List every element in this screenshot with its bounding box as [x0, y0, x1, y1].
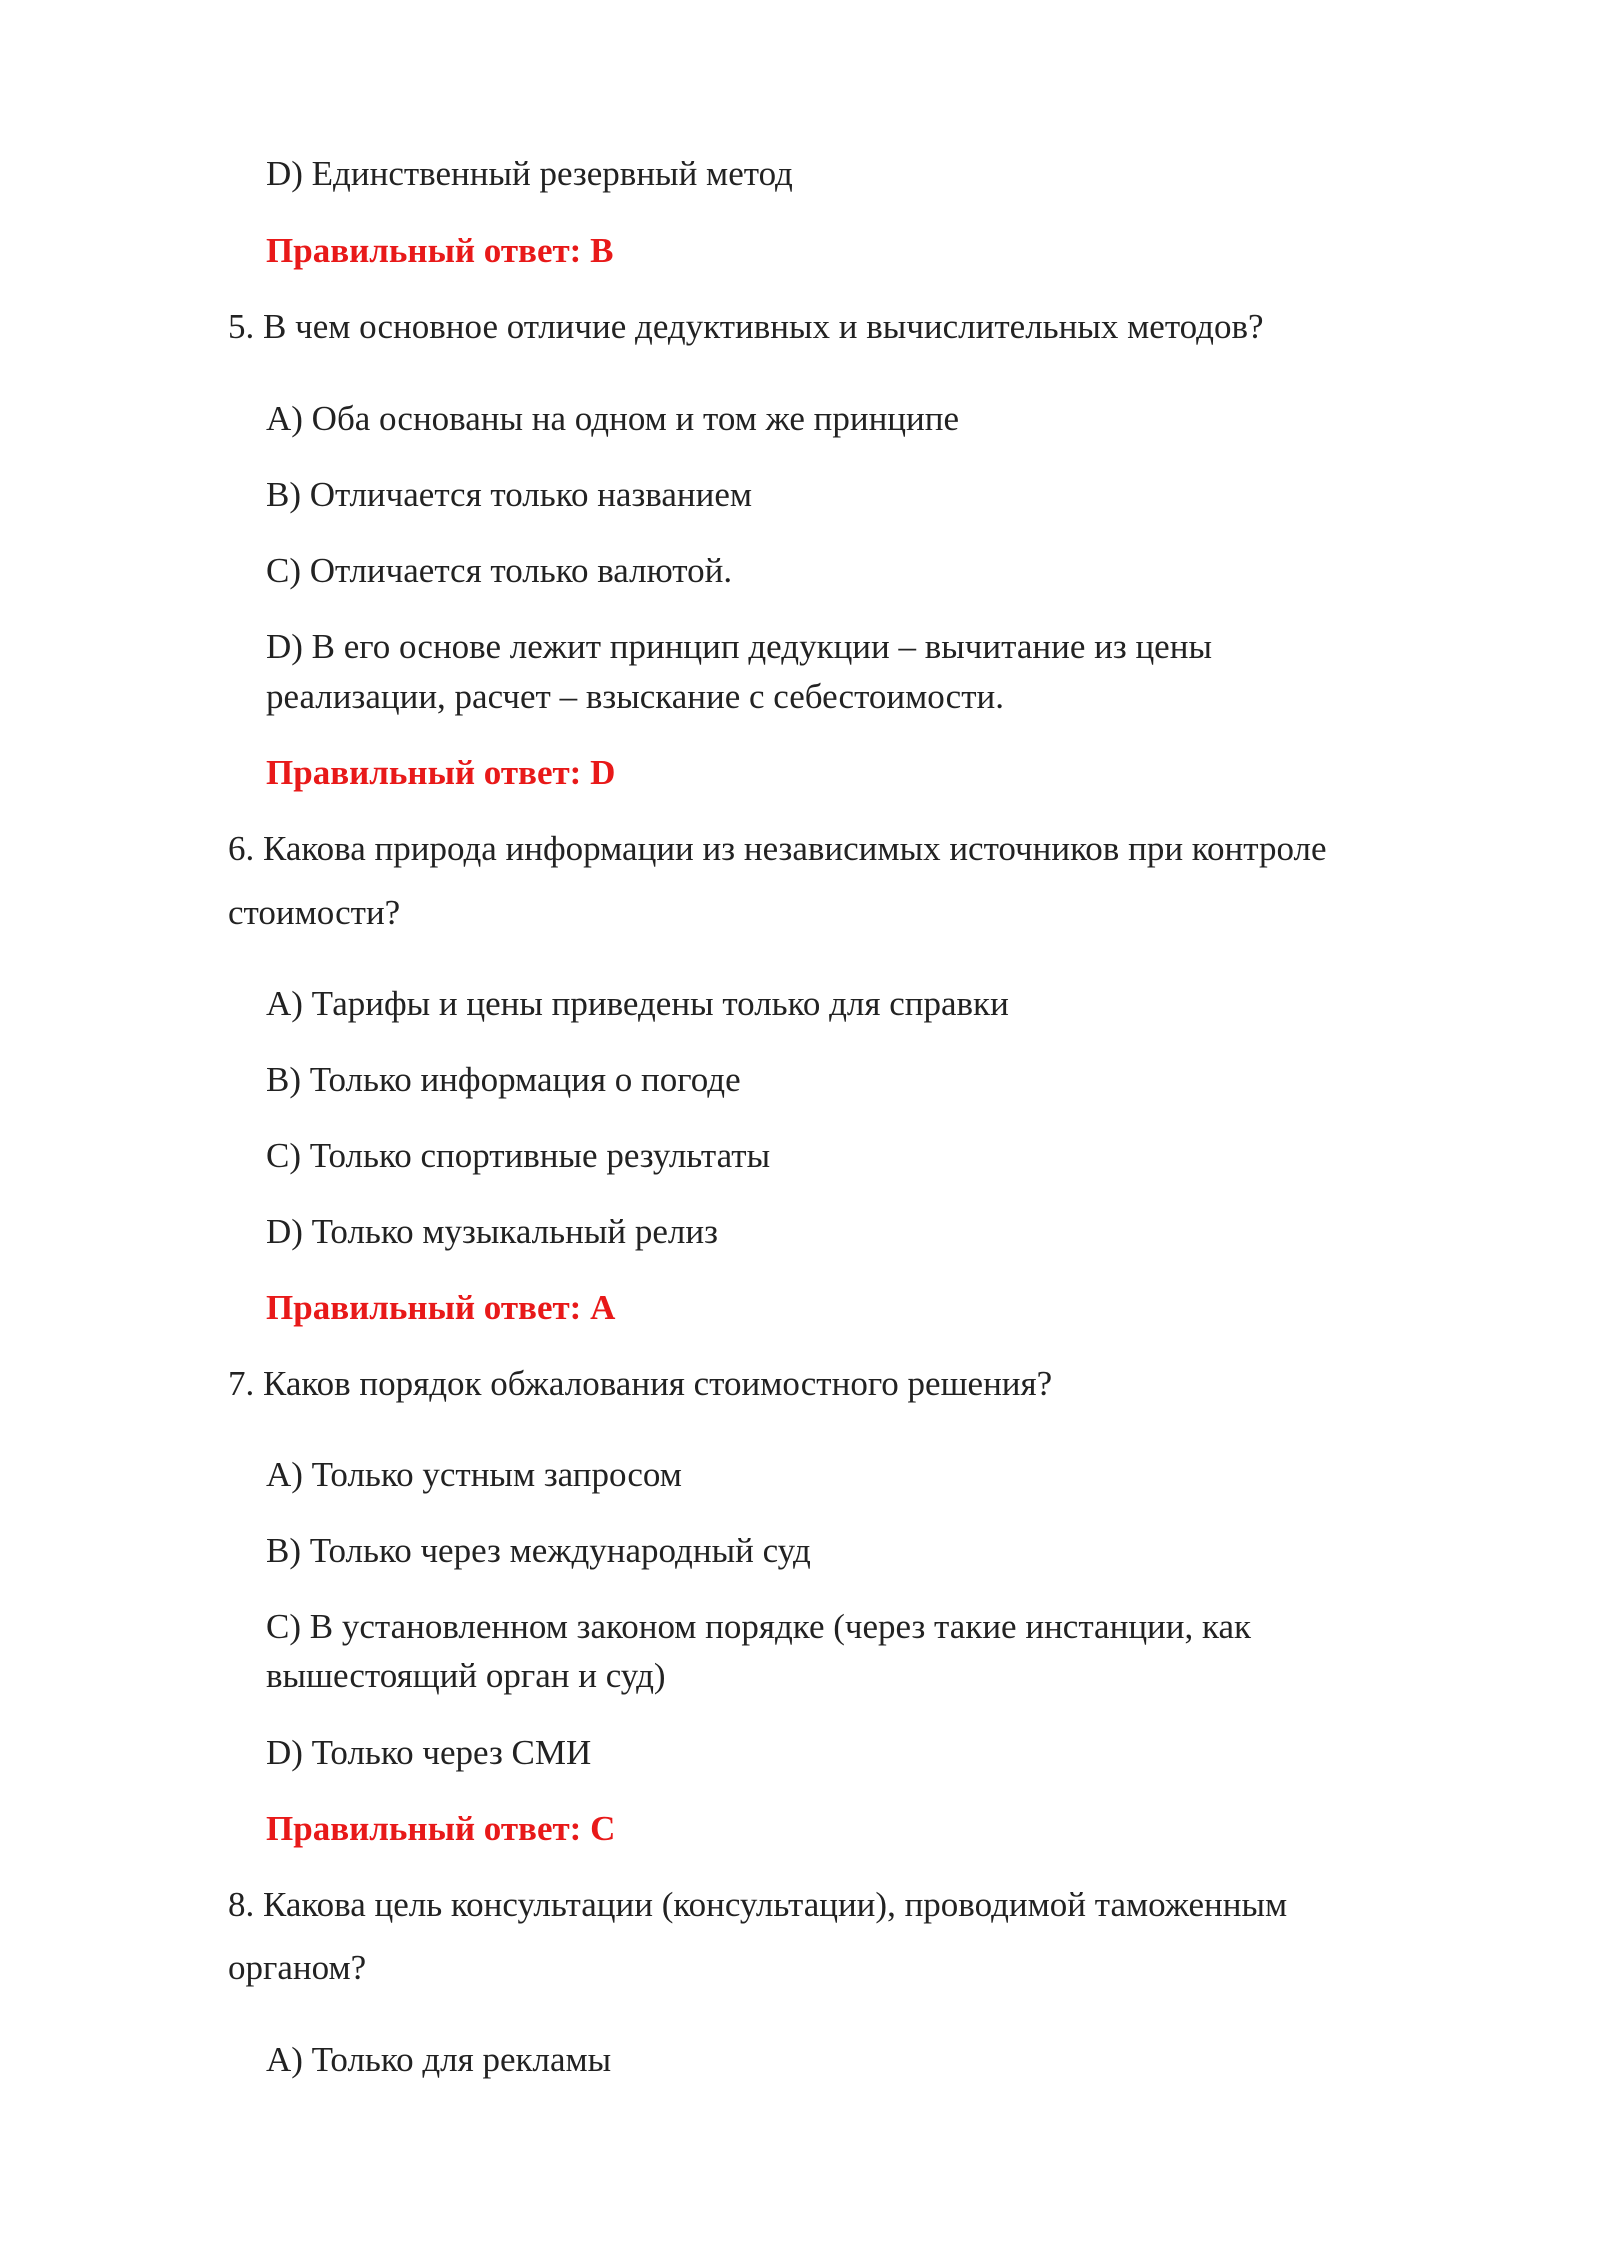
- question-5-option-a: A) Оба основаны на одном и том же принципе: [266, 399, 960, 438]
- question-6-option-b: B) Только информация о погоде: [266, 1060, 741, 1099]
- question-7-line-1: 7. Каков порядок обжалования стоимостного решения?: [228, 1364, 1053, 1403]
- question-5-correct-answer: Правильный ответ: D: [266, 753, 616, 792]
- question-5-option-d-line-2: реализации, расчет – взыскание с себестоимости.: [266, 677, 1004, 716]
- question-6-correct-answer: Правильный ответ: A: [266, 1288, 616, 1327]
- question-5-option-d-line-1: D) В его основе лежит принцип дедукции – вычитание из цены: [266, 627, 1212, 666]
- question-8-line-1: 8. Какова цель консультации (консультации), проводимой таможенным: [228, 1885, 1288, 1924]
- option-d-line-1: D) Единственный резервный метод: [266, 154, 793, 193]
- question-7-option-c-line-2: вышестоящий орган и суд): [266, 1656, 666, 1695]
- correct-answer: Правильный ответ: B: [266, 231, 614, 270]
- question-5-option-c: C) Отличается только валютой.: [266, 551, 733, 590]
- question-7-option-a: A) Только устным запросом: [266, 1455, 682, 1494]
- question-7-option-d: D) Только через СМИ: [266, 1733, 592, 1772]
- question-6-option-c: C) Только спортивные результаты: [266, 1136, 771, 1175]
- question-6-option-a: A) Тарифы и цены приведены только для справки: [266, 984, 1009, 1023]
- question-6-option-d: D) Только музыкальный релиз: [266, 1212, 718, 1251]
- question-5-line-1: 5. В чем основное отличие дедуктивных и вычислительных методов?: [228, 307, 1264, 346]
- question-7-option-b: B) Только через международный суд: [266, 1531, 811, 1570]
- question-7-correct-answer: Правильный ответ: C: [266, 1809, 616, 1848]
- question-8-option-a: A) Только для рекламы: [266, 2040, 612, 2079]
- question-5-option-b: B) Отличается только названием: [266, 475, 753, 514]
- question-7-option-c-line-1: C) В установленном законом порядке (через такие инстанции, как: [266, 1607, 1252, 1646]
- question-6-line-2: стоимости?: [228, 893, 401, 932]
- question-6-line-1: 6. Какова природа информации из независимых источников при контроле: [228, 829, 1327, 868]
- question-8-line-2: органом?: [228, 1948, 367, 1987]
